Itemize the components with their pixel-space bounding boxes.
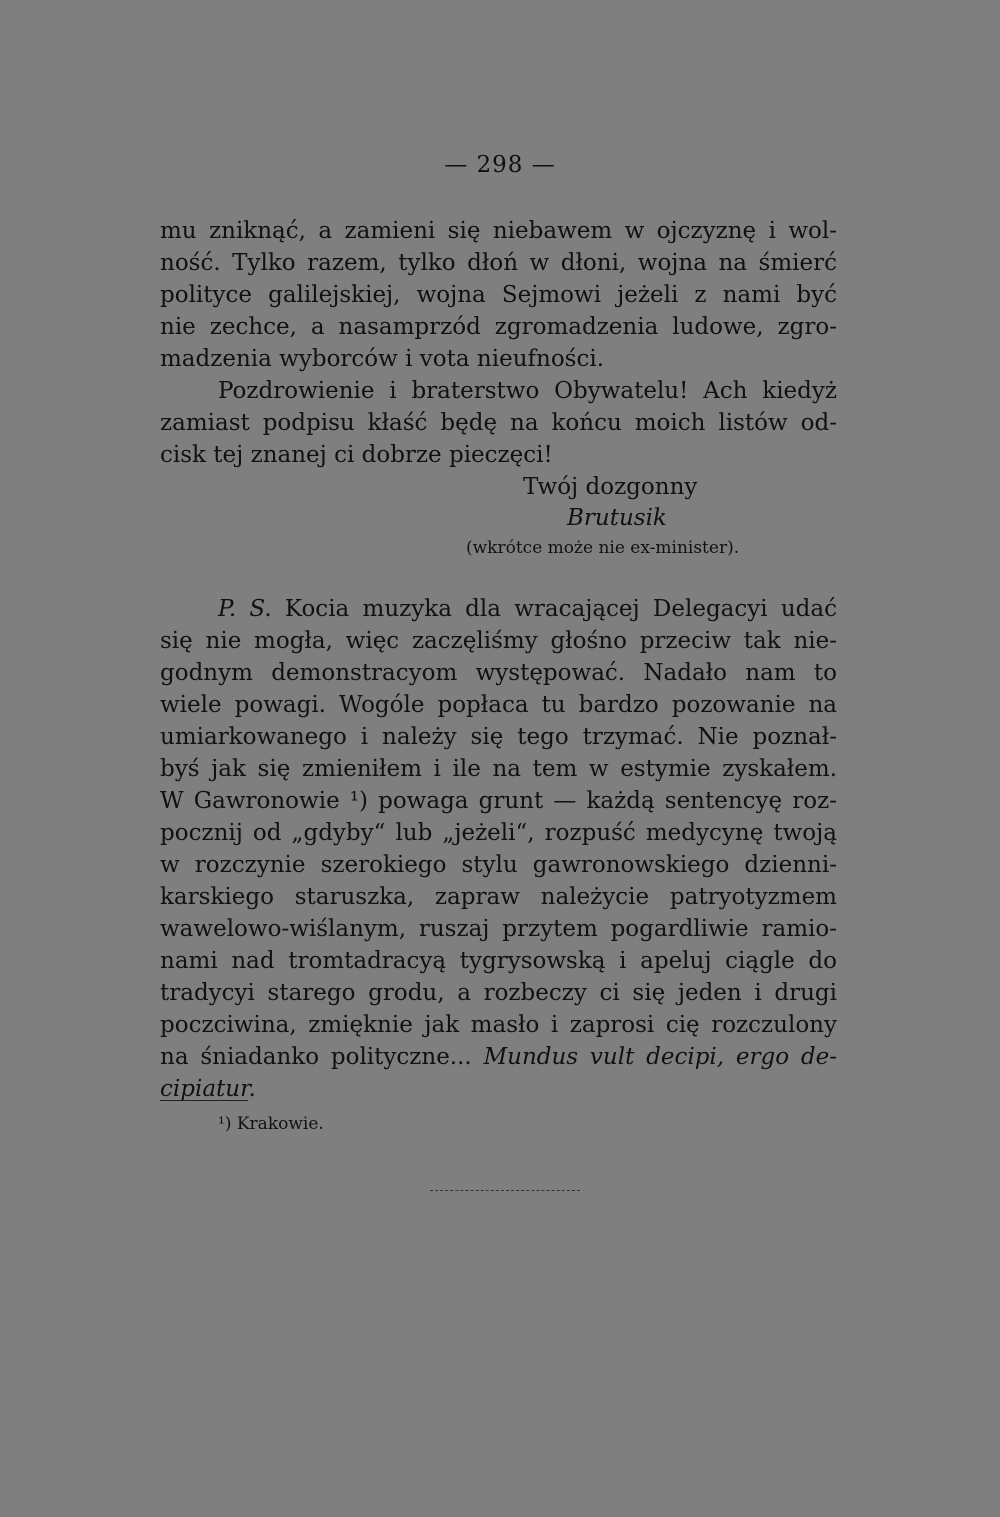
signature-name: Brutusik [567, 505, 667, 531]
text-line: ność. Tylko razem, tylko dłoń w dłoni, wojna na śmierć [160, 250, 837, 276]
postscript-first-line [218, 593, 837, 625]
footnote-divider [160, 1100, 248, 1101]
latin-phrase-end: cipiatur. [160, 1076, 256, 1102]
text-line: polityce galilejskiej, wojna Sejmowi jeżeli z nami być [160, 282, 837, 308]
footnote [218, 1114, 324, 1134]
text-line: mu zniknąć, a zamieni się niebawem w ojczyznę i wol- [160, 218, 837, 244]
text-span: na śniadanko polityczne... [160, 1044, 472, 1070]
text-line: Pozdrowienie i braterstwo Obywatelu! Ach kiedyż [218, 378, 837, 404]
text-line: się nie mogła, więc zaczęliśmy głośno przeciw tak nie- [160, 628, 837, 654]
text-line: nie zechce, a nasamprzód zgromadzenia ludowe, zgro- [160, 314, 837, 340]
text-line: cisk tej znanej ci dobrze pieczęci! [160, 442, 553, 468]
signature-closing: Twój dozgonny [523, 474, 698, 500]
latin-phrase: Mundus vult decipi, ergo de- [483, 1044, 837, 1070]
text-line: tradycyi starego grodu, a rozbeczy ci się jeden i drugi [160, 980, 837, 1006]
text-line: w rozczynie szerokiego stylu gawronowskiego dzienni- [160, 852, 837, 878]
footnote-text: Krakowie. [231, 1114, 324, 1134]
footnote-marker: ¹) [218, 1114, 232, 1134]
page-number: — 298 — [444, 152, 556, 178]
text-line: byś jak się zmieniłem i ile na tem w estymie zyskałem. [160, 756, 837, 782]
text-line: W Gawronowie ¹) powaga grunt — każdą sentencyę roz- [160, 788, 837, 814]
text-line: nami nad tromtadracyą tygrysowską i apeluj ciągle do [160, 948, 837, 974]
end-divider [430, 1190, 580, 1191]
text-line: pocznij od „gdyby“ lub „jeżeli“, rozpuść medycynę twoją [160, 820, 837, 846]
text-line: poczciwina, zmięknie jak masło i zaprosi cię rozczulony [160, 1012, 837, 1038]
text-line: wawelowo-wiślanym, ruszaj przytem pogardliwie ramio- [160, 916, 837, 942]
text-line: godnym demonstracyom występować. Nadało nam to [160, 660, 837, 686]
text-line: wiele powagi. Wogóle popłaca tu bardzo pozowanie na [160, 692, 837, 718]
postscript-text: Kocia muzyka dla wracającej Delegacyi udać [271, 596, 837, 622]
signature-note: (wkrótce może nie ex-minister). [466, 538, 740, 558]
text-line: madzenia wyborców i vota nieufności. [160, 346, 605, 372]
postscript-label: P. S. [218, 596, 272, 622]
text-line: umiarkowanego i należy się tego trzymać. Nie poznał- [160, 724, 837, 750]
text-line: karskiego staruszka, zapraw należycie patryotyzmem [160, 884, 837, 910]
text-line-with-latin [160, 1041, 837, 1073]
text-line: zamiast podpisu kłaść będę na końcu moich listów od- [160, 410, 837, 436]
